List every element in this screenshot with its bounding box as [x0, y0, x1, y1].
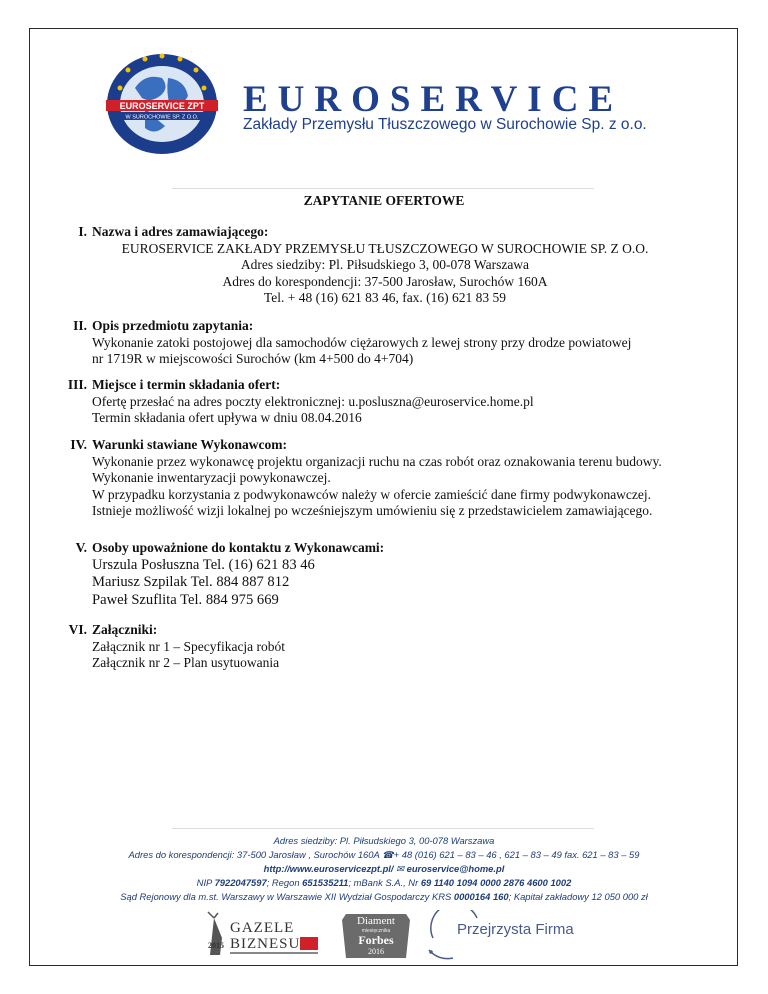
section-contacts	[60, 540, 710, 609]
section-number: VI.	[68, 622, 87, 637]
section-number: III.	[67, 377, 87, 392]
section-number: I.	[78, 224, 87, 239]
przejrzysta-firma-badge	[425, 910, 585, 960]
section-line: nr 1719R w miejscowości Surochów (km 4+500 do 4+704)	[92, 351, 414, 366]
seal-text-line1: EUROSERVICE ZPT	[119, 101, 205, 111]
bank-label: ; mBank S.A., Nr	[348, 877, 421, 888]
section-conditions	[60, 437, 710, 520]
miesiecznika-text: miesięcznika	[361, 928, 391, 934]
gazele-text: GAZELE	[230, 920, 295, 936]
footer-registry	[0, 877, 768, 888]
section-line: Ofertę przesłać na adres poczty elektronicznej: u.posluszna@euroservice.home.pl	[92, 393, 534, 409]
section-submission	[60, 377, 710, 427]
section-heading: Opis przedmiotu zapytania:	[92, 318, 254, 333]
section-number: V.	[75, 540, 87, 555]
section-line: Adres do korespondencji: 37-500 Jarosław, Surochów 160A	[222, 273, 548, 289]
gazele-biznesu-badge	[200, 910, 325, 960]
section-line: EUROSERVICE ZAKŁADY PRZEMYSŁU TŁUSZCZOWEGO W SUROCHOWIE SP. Z O.O.	[121, 240, 649, 256]
company-seal-logo	[100, 48, 225, 163]
section-line: Adres siedziby: Pl. Piłsudskiego 3, 00-078 Warszawa	[240, 257, 530, 272]
diament-text: Diament	[357, 915, 395, 927]
section-line: Załącznik nr 1 – Specyfikacja robót	[92, 638, 286, 654]
footer-divider	[172, 828, 594, 829]
section-line: Wykonanie zatoki postojowej dla samochodów ciężarowych z lewej strony przy drodze powiatowej	[92, 334, 632, 350]
footer-registered-address: Adres siedziby: Pl. Piłsudskiego 3, 00-078 Warszawa	[273, 835, 495, 846]
website-link[interactable]: http://www.euroservicezpt.pl/	[263, 863, 394, 874]
section-heading: Nazwa i adres zamawiającego:	[92, 224, 269, 239]
seal-text-line2: W SUROCHOWIE SP. Z O.O.	[125, 114, 199, 121]
diament-forbes-badge	[340, 910, 412, 962]
section-line: Wykonanie inwentaryzacji powykonawczej.	[92, 470, 331, 485]
section-heading: Załączniki:	[92, 622, 158, 637]
footer-phones: + 48 (016) 621 – 83 – 46 , 621 – 83 – 49 fax. 621 – 83 – 59	[393, 849, 640, 860]
capital-text: ; Kapitał zakładowy 12 050 000 zł	[508, 891, 648, 902]
biznesu-text: BIZNESU	[230, 936, 301, 952]
nip-value: 7922047597	[214, 877, 267, 888]
section-heading: Osoby upoważnione do kontaktu z Wykonawcami:	[92, 540, 385, 555]
email-link[interactable]: euroservice@home.pl	[406, 863, 505, 874]
section-number: IV.	[70, 437, 87, 452]
footer-court	[0, 891, 768, 902]
footer-web-email	[0, 863, 768, 875]
section-line: Termin składania ofert upływa w dniu 08.04.2016	[92, 410, 362, 425]
section-line: Mariusz Szpilak Tel. 884 887 812	[92, 574, 290, 590]
brand-subtitle: Zakłady Przemysłu Tłuszczowego w Surochowie Sp. z o.o.	[243, 116, 647, 133]
krs-value: 0000164 160	[453, 891, 509, 902]
header-divider	[172, 188, 594, 189]
section-line: Paweł Szuflita Tel. 884 975 669	[92, 591, 279, 608]
regon-value: 651535211	[302, 877, 349, 888]
przejrzysta-firma-text: Przejrzysta Firma	[457, 921, 574, 938]
brand-name: EUROSERVICE	[243, 79, 624, 120]
section-contracting-party	[60, 224, 710, 307]
section-line: Urszula Posłuszna Tel. (16) 621 83 46	[92, 556, 315, 573]
section-subject	[60, 318, 710, 368]
footer-correspondence	[0, 849, 768, 861]
section-line: Wykonanie przez wykonawcę projektu organizacji ruchu na czas robót oraz oznakowania terenu budowy.	[92, 453, 662, 469]
phone-icon: ☎	[381, 849, 394, 860]
section-line: Tel. + 48 (16) 621 83 46, fax. (16) 621 83 59	[263, 290, 507, 305]
footer-correspondence-address: Adres do korespondencji: 37-500 Jarosław , Surochów 160A	[128, 849, 382, 860]
mail-icon: ✉	[396, 863, 404, 874]
bank-account: 69 1140 1094 0000 2876 4600 1002	[420, 877, 572, 888]
section-number: II.	[73, 318, 87, 333]
court-text: Sąd Rejonowy dla m.st. Warszawy w Warszawie XII Wydział Gospodarczy KRS	[120, 891, 454, 902]
section-line: Istnieje możliwość wizji lokalnej po wcześniejszym umówieniu się z przedstawicielem zamawiającego.	[92, 503, 653, 518]
document-title: ZAPYTANIE OFERTOWE	[303, 193, 465, 208]
forbes-text: Forbes	[358, 933, 394, 947]
section-heading: Warunki stawiane Wykonawcom:	[92, 437, 288, 452]
nip-label: NIP	[196, 877, 215, 888]
section-attachments	[60, 622, 710, 672]
regon-label: ; Regon	[266, 877, 303, 888]
section-heading: Miejsce i termin składania ofert:	[92, 377, 281, 392]
gazele-year: 2015	[208, 941, 224, 950]
diament-year: 2016	[368, 947, 384, 956]
section-line: Załącznik nr 2 – Plan usytuowania	[92, 655, 280, 670]
section-line: W przypadku korzystania z podwykonawców należy w ofercie zamieścić dane firmy podwykonawczej.	[92, 486, 652, 502]
